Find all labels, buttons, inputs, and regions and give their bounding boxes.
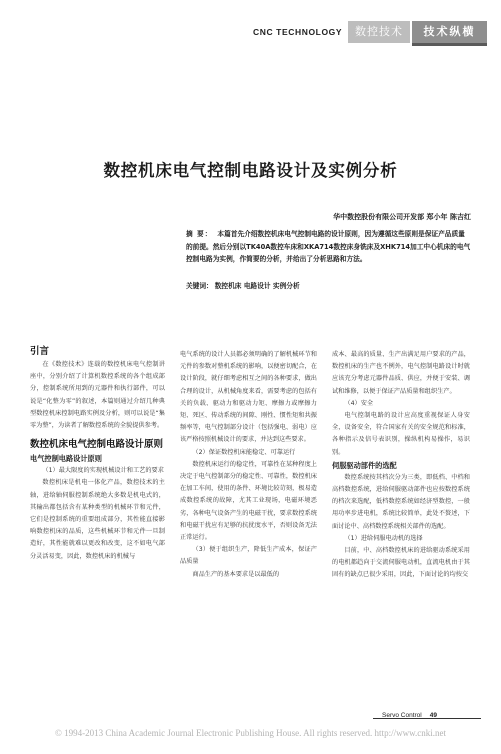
paragraph: 数控机床运行的稳定性，可靠性在某种程度上决定于电气控制部分的稳定性、可靠性，数控机床在加工车间，使用的条件、环境比较苛刻，极易造成数控系统的故障，尤其工业现场，电磁环境恶劣，各种电气设备产生的电磁干扰，要求数控系统和电磁干扰应有足够的抗扰度水平，否则设备无法正常运行。 — [180, 460, 317, 542]
header-section-label: 数控技术 — [348, 21, 410, 43]
abstract-label: 摘 要： — [186, 230, 213, 238]
paragraph: （2）保证数控机床能稳定、可靠运行 — [192, 448, 296, 456]
paragraph: （1）进给伺服电动机的选择 — [344, 534, 423, 542]
paragraph: （4）安全 — [344, 399, 374, 407]
page-header — [0, 20, 501, 44]
abstract — [186, 228, 471, 266]
header-column-label: 技术纵横 — [412, 21, 487, 43]
paragraph: （3）便于组织生产，降低生产成本，保证产品质量 — [180, 546, 317, 566]
paragraph: 在《数控技术》连载的数控机床电气控制讲座中，分别介绍了计算机数控系统的各个组成部分，控制系统所用到的元器件和执行部件，可以说是“化整为零”的叙述，本篇则通过介绍几种典型数控机床控制电路实例及分析，则可以说是“集零为整”，为读者了解数控系统的全貌提供参考。 — [30, 361, 165, 430]
header-accent-bar — [412, 43, 487, 46]
keywords-text: 数控机床 电路设计 实例分析 — [214, 282, 300, 290]
subsection-heading: 伺服驱动部件的选配 — [332, 460, 397, 470]
keywords — [186, 280, 471, 290]
page-number: 49 — [429, 712, 437, 719]
paragraph: （1）最大限度的实现机械设计和工艺的要求 — [42, 467, 164, 475]
page-footer — [382, 712, 437, 719]
paragraph: 电气控制电路的设计应高度重视保证人身安全，设备安全，符合国家有关的安全规范和标准，各种指示及信号表识别，操纵机构易操作，易识别。 — [332, 412, 470, 456]
section-heading-principles: 数控机床电气控制电路设计原则 — [30, 439, 164, 451]
keywords-label: 关键词： — [186, 282, 213, 290]
paragraph: 成本、最高的质量、生产出满足用户要求的产品，数控机床的生产也不例外，电气控制电路设计时就应该充分考虑元器件品质、供应，并便于安装、调试和维修，以便于保证产品质量和组织生产。 — [332, 351, 470, 395]
abstract-text: 本篇首先介绍数控机床电气控制电路的设计原则，因为遵循这些原则是保证产品质量的前提。然后分别以TK40A数控车床和XKA714数控床身铣床及XHK714加工中心机床的电气控制电路为实例，作简要的分析，并给出了分析思路和方法。 — [186, 230, 471, 264]
author-byline: 华中数控股份有限公司开发部 郑小年 陈吉红 — [333, 213, 471, 221]
journal-name: Servo Control — [382, 712, 422, 719]
section-heading-intro: 引言 — [30, 346, 50, 357]
body-column-3 — [332, 349, 470, 582]
paragraph: 商品生产的基本要求是以最低的 — [192, 570, 280, 578]
paragraph: 数控机床是机电一体化产品，数控技术的主轴，进给轴伺服控制系统绝大多数是机电式的，其输出都包括含有某种类型的机械环节和元件，它们是控制系统的重要组成部分，其性能直接影响数控机床的品质，这些机械环节和元件一旦制造好，其性能就难以更改和改变，这不如电气部分灵活易变，因此，数控机床的机械与 — [30, 479, 165, 560]
paragraph: 目前，中、高档数控机床的进给驱动系统采用的电机都趋向于交流伺服电动机，直流电机由于其固有的缺点已很少采用，因此，下面讨论的均按交 — [332, 547, 470, 579]
subsection-heading: 电气控制电路设计原则 — [30, 454, 102, 464]
article-title: 数控机床电气控制电路设计及实例分析 — [103, 161, 398, 180]
paragraph: 电气系统的设计人员都必须明确的了解机械环节和元件的参数对整机系统的影响，以便密切配合，在设计阶段，就仔细考虑相互之间的各种要求，做出合理的设计，从机械角度来看，需要考虑的包括有关的负载、驱动力和驱动力矩、摩擦力或摩擦力矩、死区、传动系统的间隙、刚性、惯性矩和共振频率等，电气控制部分设计（包括强电、弱电）应该严格按照机械设计的要求，并达到这些要求。 — [180, 351, 317, 444]
copyright-watermark: © 1994-2013 China Academic Journal Electronic Publishing House. All rights reserved. http://www.cnki.net — [55, 728, 446, 738]
body-column-1 — [30, 345, 165, 563]
body-column-2 — [180, 349, 317, 581]
header-english-title: CNC TECHNOLOGY — [253, 27, 343, 37]
paragraph: 数控系统按其档次分为三类，即低档、中档和高档数控系统，进给伺服驱动部件也应按数控系统的档次来选配，低档数控系统如经济型数控，一般用功率步进电机，系统比较简单，此处不赘述，下面讨论中、高档数控系统相关部件的选配。 — [332, 473, 470, 530]
